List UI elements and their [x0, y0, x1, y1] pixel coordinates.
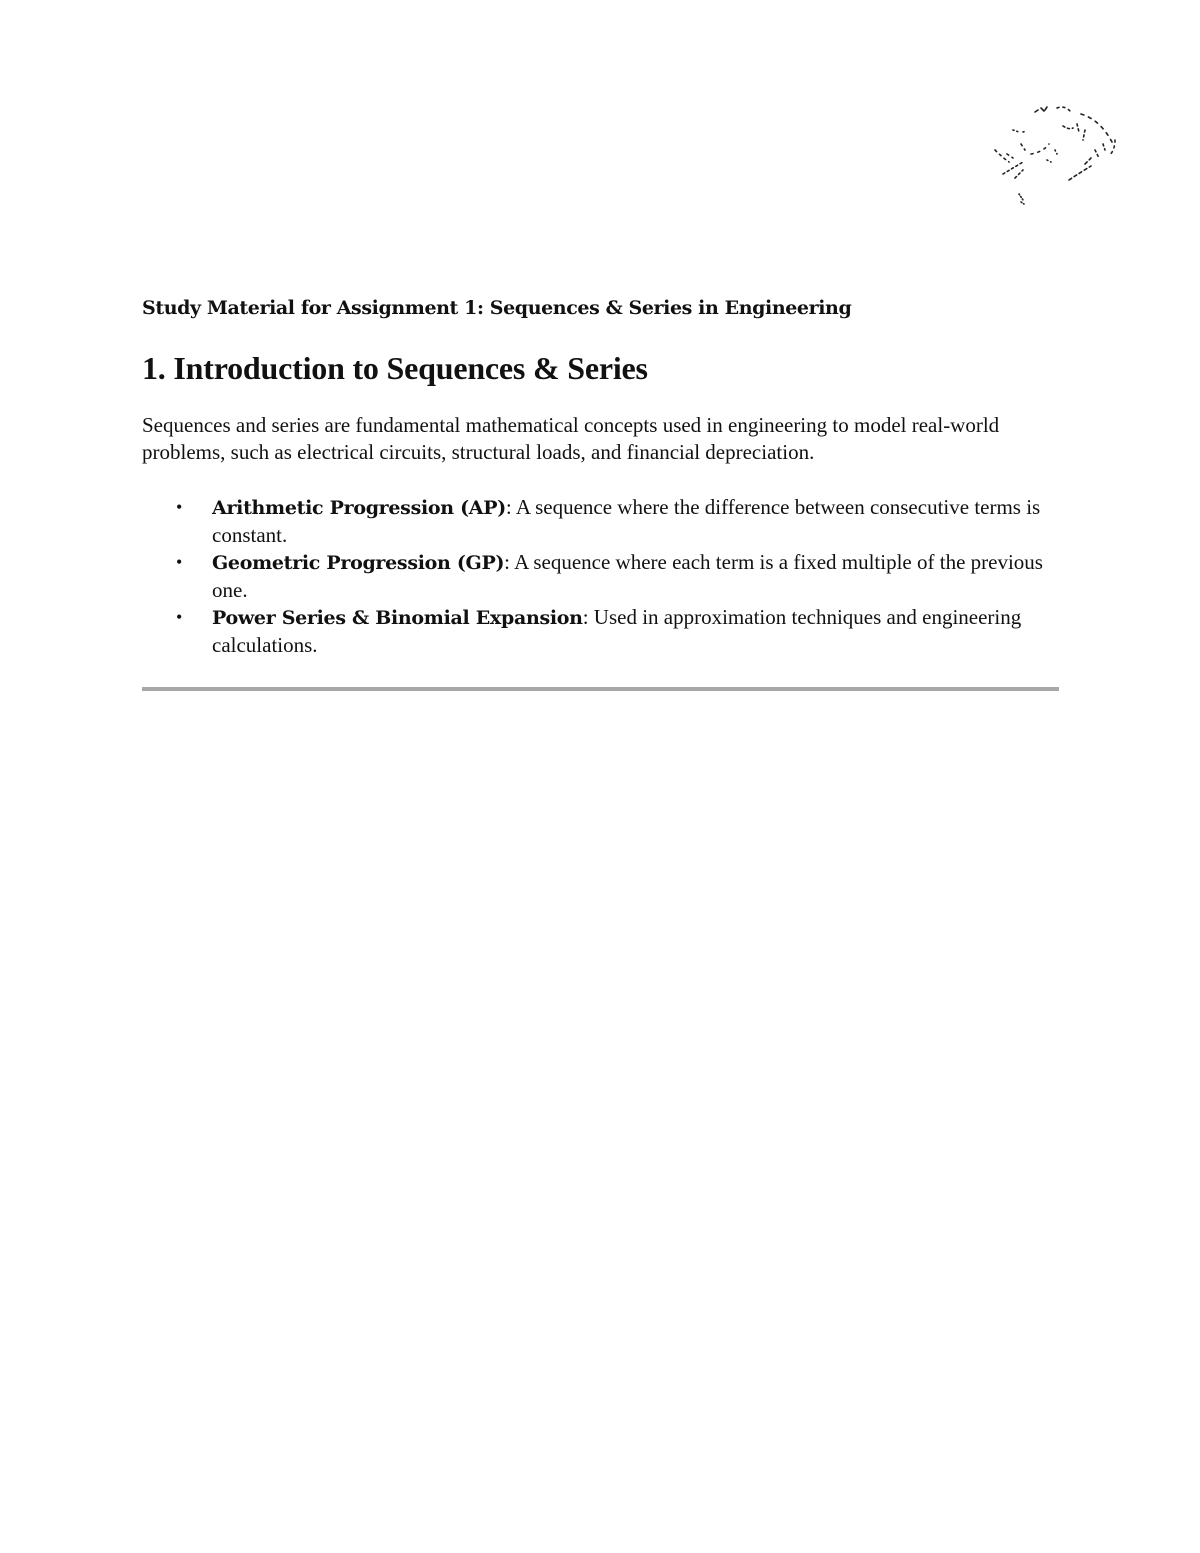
document-title: Study Material for Assignment 1: Sequences & Series in Engineering [142, 297, 852, 319]
term-separator: : [582, 605, 589, 629]
list-item [142, 604, 1060, 659]
term-separator: : [505, 495, 512, 519]
bullet-icon: • [176, 497, 183, 517]
term-separator: : [504, 550, 510, 574]
term-label: Arithmetic Progression (AP) [212, 497, 506, 519]
list-item [142, 494, 1060, 549]
term-description: Used in approximation techniques and engineering calculations. [212, 605, 1022, 657]
term-description: A sequence where each term is a fixed multiple of the previous one. [212, 550, 1043, 602]
concept-list [142, 494, 1060, 659]
term-label: Power Series & Binomial Expansion [212, 607, 583, 629]
term-label: Geometric Progression (GP) [212, 552, 505, 574]
list-item [142, 549, 1060, 604]
document-content [142, 294, 1060, 691]
horizontal-rule [142, 687, 1059, 691]
term-description: A sequence where the difference between consecutive terms is constant. [212, 495, 1041, 547]
bullet-icon: • [176, 552, 183, 572]
section-heading: 1. Introduction to Sequences & Series [142, 350, 648, 386]
handwritten-signature-mark [985, 100, 1125, 210]
bullet-icon: • [176, 607, 183, 627]
intro-paragraph: Sequences and series are fundamental mathematical concepts used in engineering to model real-world problems, such as electrical circuits, structural loads, and financial depreciation. [142, 413, 1000, 464]
